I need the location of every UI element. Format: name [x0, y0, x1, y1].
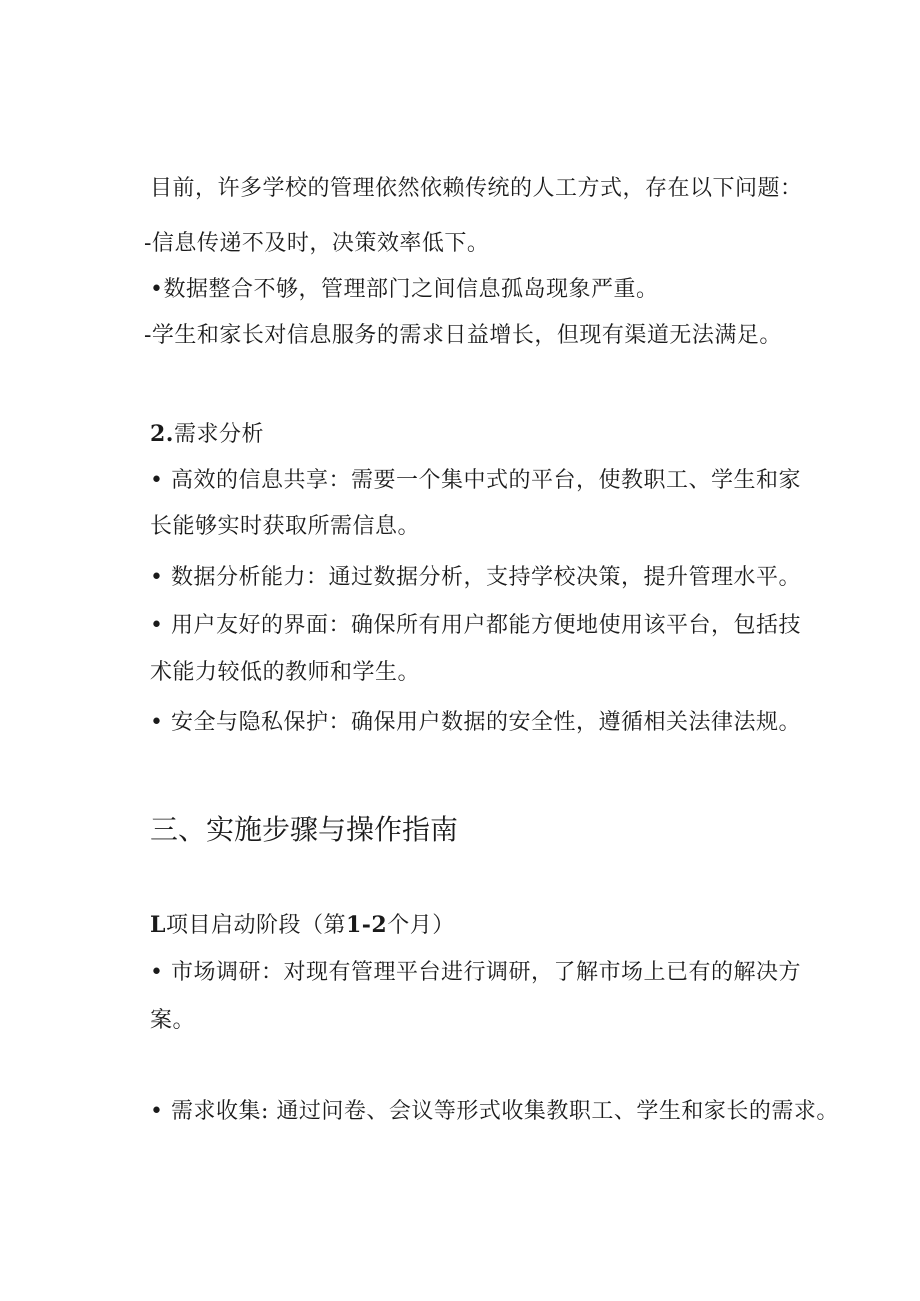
section-3-heading: 三、实施步骤与操作指南 [150, 813, 459, 846]
intro-line: 目前，许多学校的管理依然依赖传统的人工方式，存在以下问题： [150, 176, 803, 201]
phase-item-1-line-2: 案。 [150, 1008, 196, 1033]
problem-item-2: •数据整合不够，管理部门之间信息孤岛现象严重。 [150, 277, 659, 302]
section-2-number: 2. [150, 421, 174, 447]
phase-title-b: 个月） [387, 913, 455, 938]
requirement-item-3-line-2: 术能力较低的教师和学生。 [150, 660, 421, 685]
section-2-title-text: 需求分析 [173, 422, 264, 447]
requirement-item-2: • 数据分析能力：通过数据分析，支持学校决策，提升管理水平。 [150, 565, 801, 590]
requirement-item-3-line-1: • 用户友好的界面：确保所有用户都能方便地使用该平台，包括技 [150, 613, 801, 638]
phase-title [150, 910, 455, 941]
phase-range: 1-2 [345, 912, 388, 938]
problem-item-3: -学生和家长对信息服务的需求日益增长，但现有渠道无法满足。 [144, 323, 782, 348]
problem-item-1: -信息传递不及时，决策效率低下。 [144, 231, 490, 256]
phase-prefix: L [150, 912, 166, 938]
requirement-item-4: • 安全与隐私保护：确保用户数据的安全性，遵循相关法律法规。 [150, 710, 801, 735]
phase-item-1-line-1: • 市场调研：对现有管理平台进行调研，了解市场上已有的解决方 [150, 960, 801, 985]
phase-item-2: • 需求收集: 通过问卷、会议等形式收集教职工、学生和家长的需求。 [150, 1099, 839, 1124]
section-2-title [150, 419, 264, 450]
phase-title-a: 项目启动阶段（第 [165, 913, 346, 938]
requirement-item-1-line-1: • 高效的信息共享：需要一个集中式的平台，使教职工、学生和家 [150, 468, 801, 493]
requirement-item-1-line-2: 长能够实时获取所需信息。 [150, 514, 421, 539]
